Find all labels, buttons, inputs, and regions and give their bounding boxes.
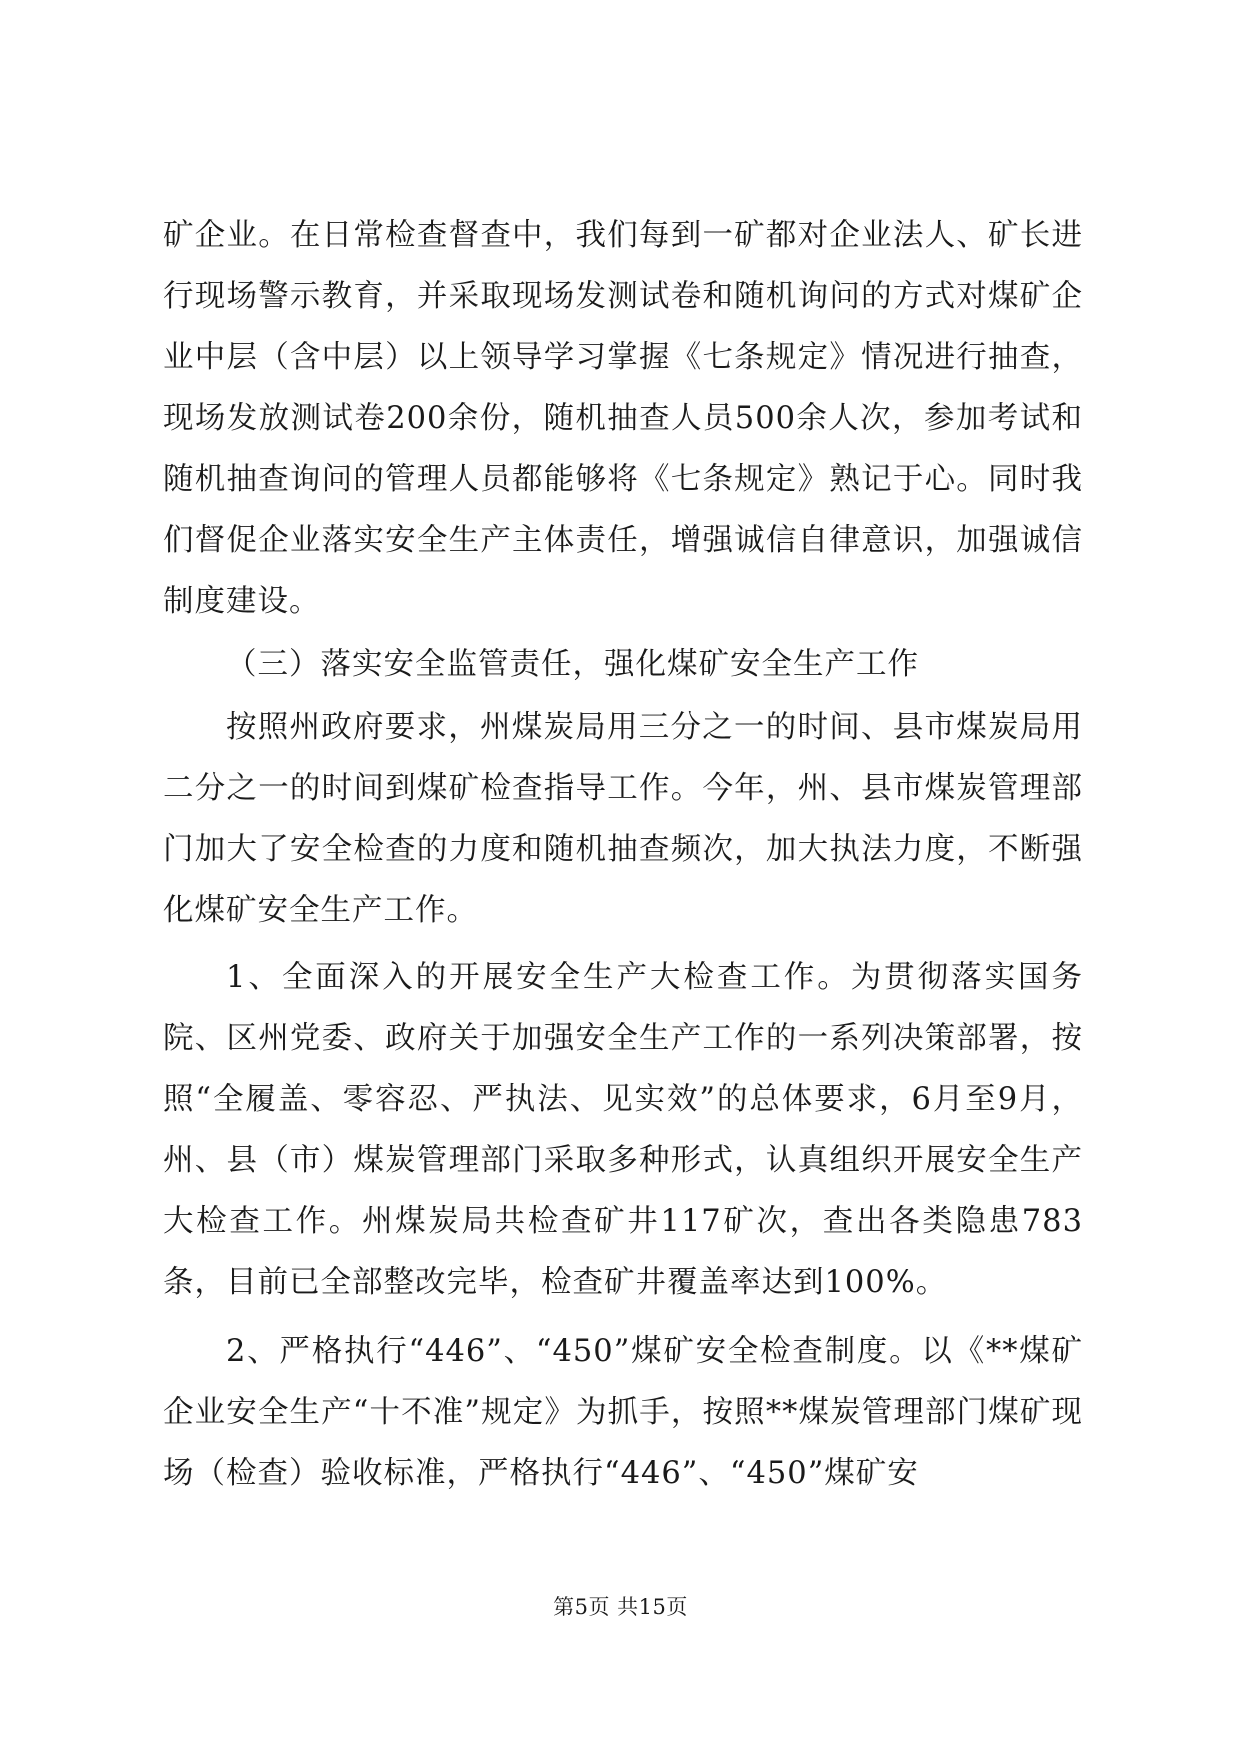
document-body xyxy=(163,205,1083,1504)
numbered-paragraph-2: 2、严格执行“446”、“450”煤矿安全检查制度。以《**煤矿企业安全生产“十不准”规定》为抓手，按照**煤炭管理部门煤矿现场（检查）验收标准，严格执行“446”、“450”煤矿安 xyxy=(163,1334,1083,1491)
page-footer: 第5页 共15页 xyxy=(553,1595,688,1619)
paragraph: 按照州政府要求，州煤炭局用三分之一的时间、县市煤炭局用二分之一的时间到煤矿检查指导工作。今年，州、县市煤炭管理部门加大了安全检查的力度和随机抽查频次，加大执法力度，不断强化煤矿安全生产工作。 xyxy=(163,710,1083,928)
numbered-paragraph-1: 1、全面深入的开展安全生产大检查工作。为贯彻落实国务院、区州党委、政府关于加强安全生产工作的一系列决策部署，按照“全履盖、零容忍、严执法、见实效”的总体要求，6月至9月，州、县（市）煤炭管理部门采取多种形式，认真组织开展安全生产大检查工作。州煤炭局共检查矿井117矿次，查出各类隐患783条，目前已全部整改完毕，检查矿井覆盖率达到100%。 xyxy=(163,960,1083,1300)
paragraph-continued: 矿企业。在日常检查督查中，我们每到一矿都对企业法人、矿长进行现场警示教育，并采取现场发测试卷和随机询问的方式对煤矿企业中层（含中层）以上领导学习掌握《七条规定》情况进行抽查，现场发放测试卷200余份，随机抽查人员500余人次，参加考试和随机抽查询问的管理人员都能够将《七条规定》熟记于心。同时我们督促企业落实安全生产主体责任，增强诚信自律意识，加强诚信制度建设。 xyxy=(163,218,1083,619)
section-heading: （三）落实安全监管责任，强化煤矿安全生产工作 xyxy=(226,647,919,682)
